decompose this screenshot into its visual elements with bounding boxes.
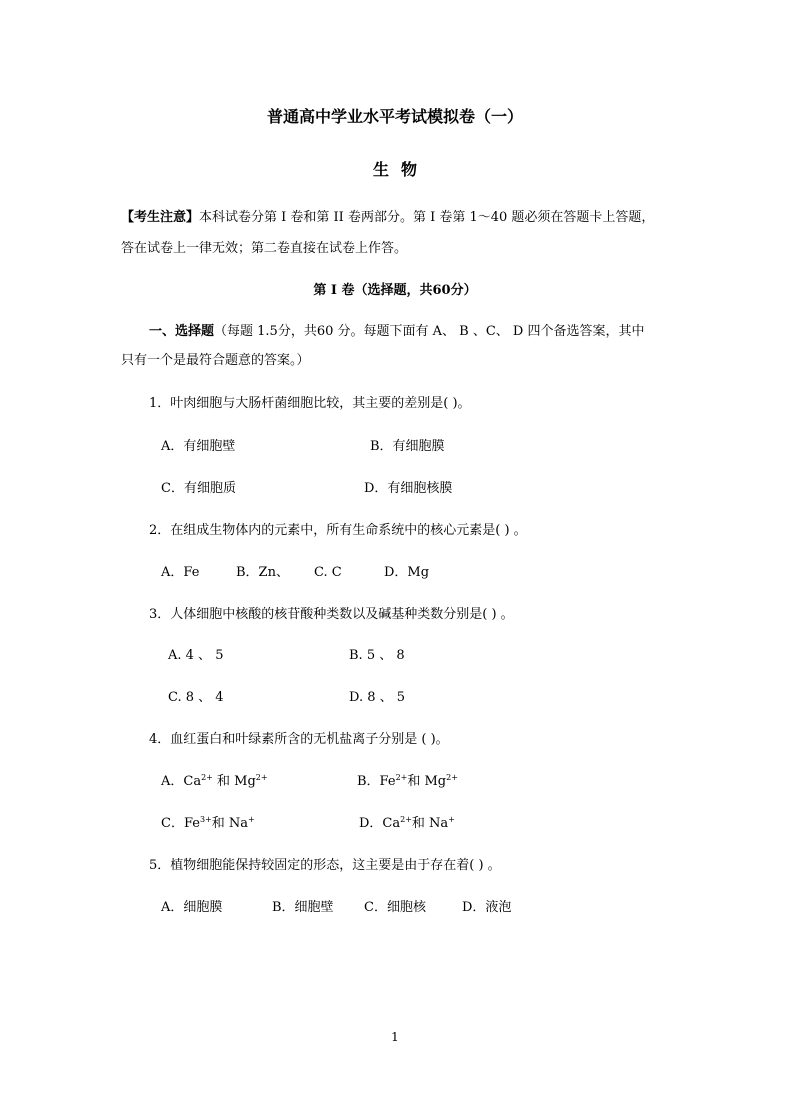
question-2-option-a: A．Fe bbox=[161, 565, 200, 580]
section-heading: 第 I 卷（选择题，共60分） bbox=[313, 283, 477, 298]
question-2-stem: 2．在组成生物体内的元素中，所有生命系统中的核心元素是( ) 。 bbox=[149, 523, 527, 538]
question-1-stem: 1．叶肉细胞与大肠杆菌细胞比较，其主要的差别是( )。 bbox=[149, 396, 471, 411]
subject-title: 生物 bbox=[372, 160, 429, 179]
question-2-option-c: C. C bbox=[314, 565, 342, 580]
question-2-option-d: D．Mg bbox=[384, 565, 430, 580]
question-1-option-d: D．有细胞核膜 bbox=[364, 481, 453, 496]
notice-label: 【考生注意】 bbox=[121, 210, 200, 225]
question-5-option-a: A．细胞膜 bbox=[161, 900, 223, 915]
exam-title: 普通高中学业水平考试模拟卷（一） bbox=[266, 107, 523, 126]
option-text: D．Ca bbox=[359, 816, 401, 831]
notice-text-1: 本科试卷分第 I 卷和第 II 卷两部分。第 I 卷第 1～40 题必须在答题卡上答题， bbox=[199, 210, 655, 225]
option-text: 和 Mg bbox=[407, 774, 447, 789]
ion-charge: 2+ bbox=[255, 773, 268, 782]
question-5-option-c: C．细胞核 bbox=[364, 900, 426, 915]
question-5-stem: 5．植物细胞能保持较固定的形态，这主要是由于存在着( ) 。 bbox=[149, 858, 501, 873]
option-text: 和 Mg bbox=[212, 774, 256, 789]
option-text: 和 Na bbox=[211, 816, 249, 831]
question-5-option-b: B．细胞壁 bbox=[272, 900, 334, 915]
question-3-option-a: A. 4 、 5 bbox=[168, 648, 224, 663]
question-1-option-a: A．有细胞壁 bbox=[161, 439, 236, 454]
question-4-option-d bbox=[359, 814, 455, 834]
notice-line-1 bbox=[121, 208, 654, 228]
ion-charge: 2+ bbox=[400, 815, 412, 824]
question-4-option-a bbox=[161, 772, 268, 792]
ion-charge: + bbox=[448, 815, 455, 824]
question-3-option-d: D. 8 、 5 bbox=[349, 690, 406, 705]
ion-charge: 2+ bbox=[201, 773, 213, 782]
option-text: B．Fe bbox=[357, 774, 396, 789]
part-intro-line-1 bbox=[149, 322, 644, 342]
part-label: 一、选择题 bbox=[149, 324, 215, 339]
question-1-option-b: B．有细胞膜 bbox=[370, 439, 445, 454]
option-text: C．Fe bbox=[161, 816, 200, 831]
question-3-stem: 3．人体细胞中核酸的核苷酸种类数以及碱基种类数分别是( ) 。 bbox=[149, 607, 514, 622]
option-text: A．Ca bbox=[161, 774, 202, 789]
question-5-option-d: D．液泡 bbox=[462, 900, 512, 915]
question-2-option-b: B．Zn、 bbox=[236, 565, 289, 580]
ion-charge: 2+ bbox=[395, 773, 408, 782]
part-intro-text-1: （每题 1.5分，共60 分。每题下面有 A、 B 、C、 D 四个备选答案，其中 bbox=[214, 324, 645, 339]
ion-charge: + bbox=[248, 815, 255, 824]
question-3-option-c: C. 8 、 4 bbox=[168, 690, 224, 705]
question-1-option-c: C．有细胞质 bbox=[161, 481, 236, 496]
question-4-option-c bbox=[161, 814, 255, 834]
notice-line-2: 答在试卷上一律无效；第二卷直接在试卷上作答。 bbox=[121, 241, 408, 256]
page-number: 1 bbox=[391, 1030, 399, 1044]
question-3-option-b: B. 5 、 8 bbox=[349, 648, 405, 663]
option-text: 和 Na bbox=[411, 816, 449, 831]
ion-charge: 2+ bbox=[446, 773, 458, 782]
question-4-option-b bbox=[357, 772, 458, 792]
ion-charge: 3+ bbox=[199, 815, 212, 824]
part-intro-line-2: 只有一个是最符合题意的答案。） bbox=[121, 353, 310, 368]
question-4-stem: 4．血红蛋白和叶绿素所含的无机盐离子分别是 ( )。 bbox=[149, 732, 449, 747]
